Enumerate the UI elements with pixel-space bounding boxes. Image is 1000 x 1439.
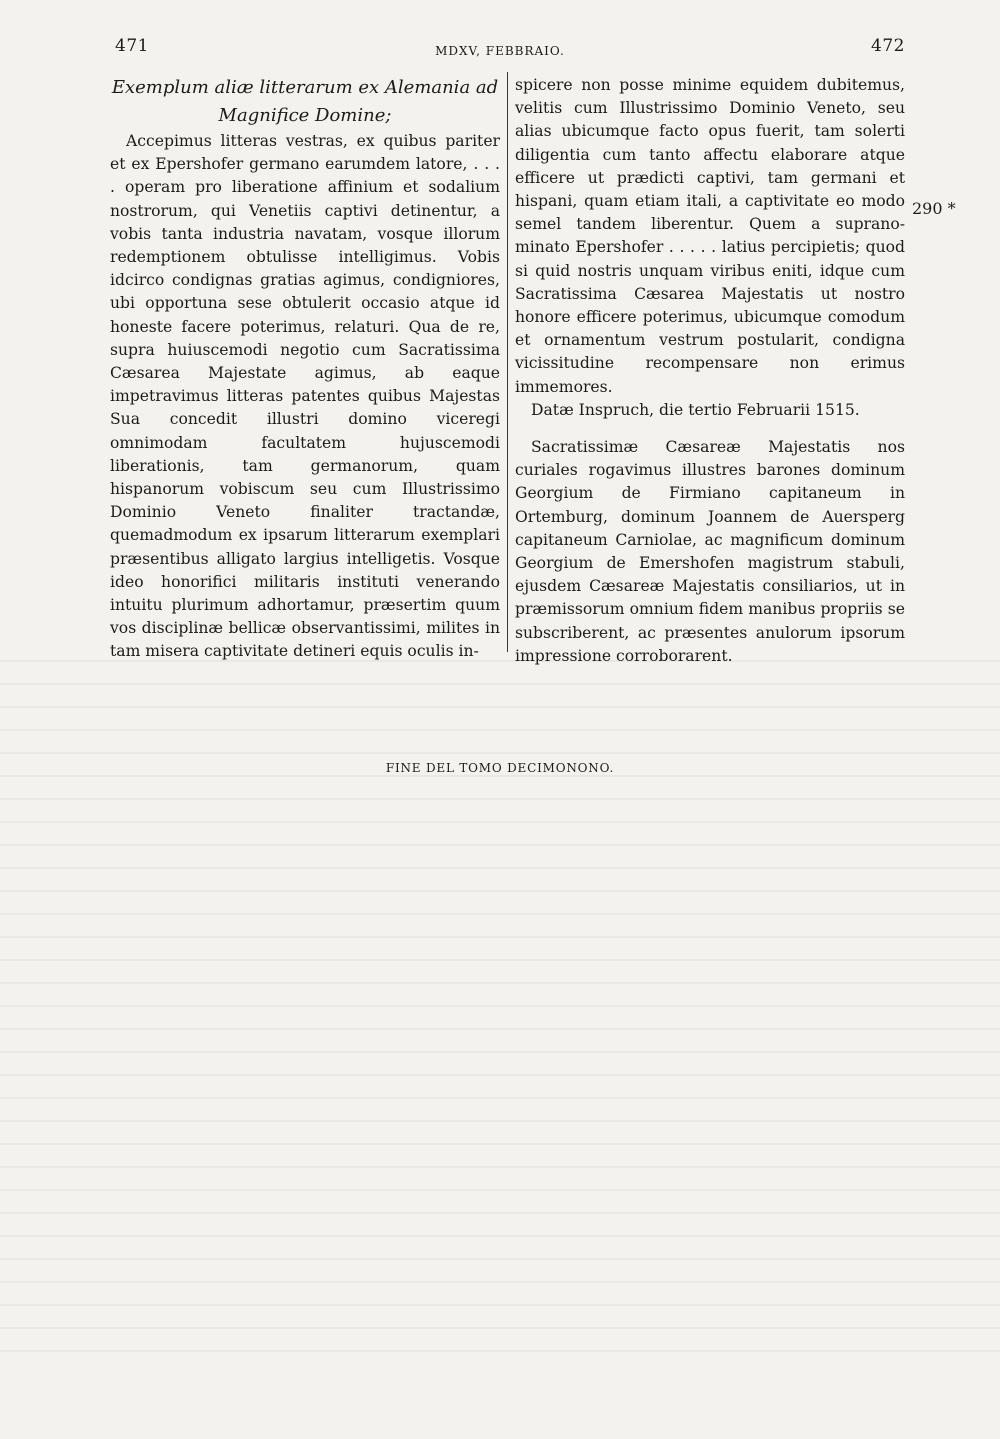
margin-note: 290 * (912, 199, 956, 218)
running-title: MDXV, FEBBRAIO. (435, 44, 565, 58)
end-of-volume-note: FINE DEL TOMO DECIMONONO. (385, 761, 615, 775)
letter-date: Datæ Inspruch, die tertio Februarii 1515. (531, 400, 860, 419)
right-column (515, 74, 905, 668)
left-column (110, 74, 500, 664)
letter-salutation: Magnifice Domine; (218, 105, 392, 126)
paragraph-gap (515, 422, 905, 436)
column-divider (507, 72, 508, 652)
letter-title: Exemplum aliæ litterarum ex Alemania ad (111, 77, 499, 98)
page-number-right: 472 (871, 36, 905, 56)
page-number-left: 471 (115, 36, 149, 56)
letter-body-right: spicere non posse minime equidem dubitemus, velitis cum Illustrissimo Dominio Veneto, seu alias ubicumque facto opus fuerit, tam solerti diligentia cum tanto affectu elaborare atque efficere ut prædicti captivi, tam germani et hispani, quam etiam itali, a captivitate eo modo semel tandem liberentur. Quem a suprano- minato Epershofer . . . . . latius percipietis; quod si quid nostris unquam viribus eniti, idque cum Sacratissima Cæsarea Majestatis ut nostro honore efficere poterimus, ubicumque comodum et ornamentum vestrum postularit, condigna vicissitudine recompensare non erimus immemores. (515, 76, 905, 396)
letter-closing: Sacratissimæ Cæsareæ Majestatis nos curiales rogavimus illustres barones dominum Georgium de Firmiano capitaneum in Ortemburg, dominum Joannem de Auersperg capitaneum Carniolae, ac magnificum dominum Georgium de Emershofen magistrum stabuli, ejusdem Cæsareæ Majestatis consiliarios, ut in præmissorum omnium fidem manibus propriis se subscriberent, ac præsentes anulorum ipsorum impressione corroborarent. (515, 438, 905, 665)
letter-body-left: Accepimus litteras vestras, ex quibus pariter et ex Epershofer germano earumdem latore, . . . . operam pro liberatione affinium et sodalium nostrorum, qui Venetiis captivi detinentur, a vobis tanta industria navatam, vosque illorum redemptionem obtulisse intelligimus. Vobis idcirco condignas gratias agimus, condigniores, ubi opportuna sese obtulerit occasio atque id honeste facere poterimus, relaturi. Qua de re, supra huiuscemodi negotio cum Sacratissima Cæsarea Majestate agimus, ab eaque impetravimus litteras patentes quibus Majestas Sua concedit illustri domino viceregi omnimodam facultatem hujuscemodi liberationis, tam germanorum, quam hispanorum vobiscum seu cum Illustrissimo Dominio Veneto finaliter tractandæ, quemadmodum ex ipsarum litterarum exemplari præsentibus alligato largius intelligetis. Vosque ideo honorifici militaris instituti venerando intuitu plurimum adhortamur, præsertim quum vos disciplinæ bellicæ observantissimi, milites in tam misera captivitate detineri equis oculis in- (110, 132, 500, 661)
